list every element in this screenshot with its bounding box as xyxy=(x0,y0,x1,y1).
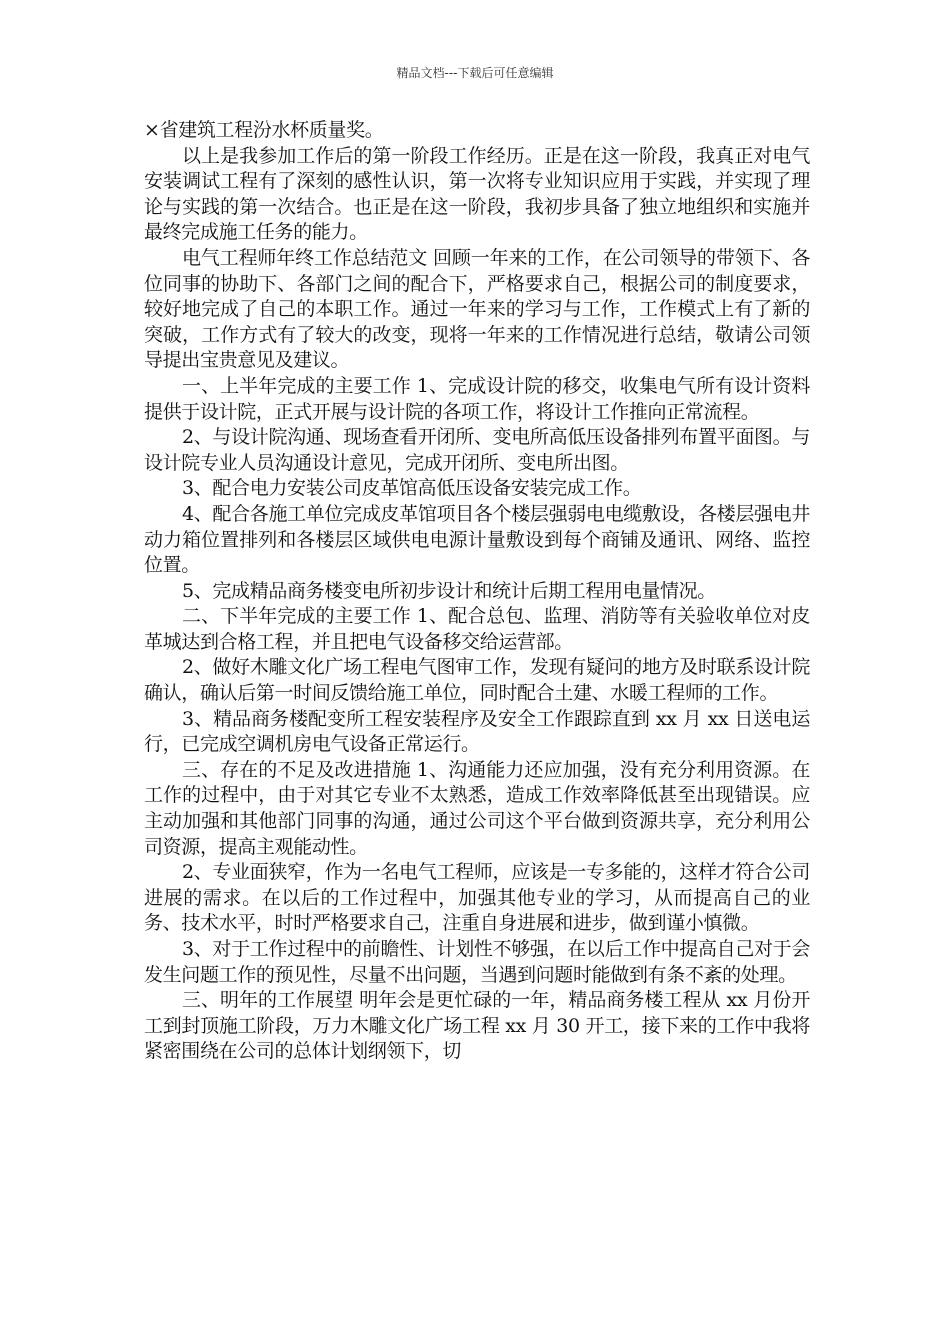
paragraph-9: 二、下半年完成的主要工作 1、配合总包、监理、消防等有关验收单位对皮革城达到合格工程，并且把电气设备移交给运营部。 xyxy=(144,605,810,653)
paragraph-2: 以上是我参加工作后的第一阶段工作经历。正是在这一阶段，我真正对电气安装调试工程有了深刻的感性认识，第一次将专业知识应用于实践，并实现了理论与实践的第一次结合。也正是在这一阶段，我初步具备了独立地组织和实施并最终完成施工任务的能力。 xyxy=(144,144,810,244)
paragraph-7: 4、配合各施工单位完成皮革馆项目各个楼层强弱电电缆敷设，各楼层强电井动力箱位置排列和各楼层区域供电电源计量敷设到每个商铺及通讯、网络、监控位置。 xyxy=(144,502,810,577)
paragraph-11: 3、精品商务楼配变所工程安装程序及安全工作跟踪直到 xx 月 xx 日送电运行，已完成空调机房电气设备正常运行。 xyxy=(144,707,810,756)
paragraph-12: 三、存在的不足及改进措施 1、沟通能力还应加强，没有充分利用资源。在工作的过程中，由于对其它专业不太熟悉，造成工作效率降低甚至出现错误。应主动加强和其他部门同事的沟通，通过公司这个平台做到资源共享，充分利用公司资源，提高主观能动性。 xyxy=(144,758,810,858)
paragraph-1: ×省建筑工程汾水杯质量奖。 xyxy=(144,119,384,141)
paragraph-4: 一、上半年完成的主要工作 1、完成设计院的移交，收集电气所有设计资料提供于设计院，正式开展与设计院的各项工作，将设计工作推向正常流程。 xyxy=(144,374,810,423)
page-header: 精品文档---下载后可任意编辑 xyxy=(396,66,554,80)
paragraph-3: 电气工程师年终工作总结范文 回顾一年来的工作，在公司领导的带领下、各位同事的协助下、各部门之间的配合下，严格要求自己，根据公司的制度要求，较好地完成了自己的本职工作。通过一年来的学习与工作，工作模式上有了新的突破，工作方式有了较大的改变，现将一年来的工作情况进行总结，敬请公司领导提出宝贵意见及建议。 xyxy=(144,246,810,372)
paragraph-8: 5、完成精品商务楼变电所初步设计和统计后期工程用电量情况。 xyxy=(182,579,716,602)
paragraph-14: 3、对于工作过程中的前瞻性、计划性不够强，在以后工作中提高自己对于会发生问题工作的预见性，尽量不出问题，当遇到问题时能做到有条不紊的处理。 xyxy=(144,938,810,986)
paragraph-10: 2、做好木雕文化广场工程电气图审工作，发现有疑问的地方及时联系设计院确认，确认后第一时间反馈给施工单位，同时配合土建、水暖工程师的工作。 xyxy=(144,656,810,705)
document-body xyxy=(144,118,810,1065)
paragraph-6: 3、配合电力安装公司皮革馆高低压设备安装完成工作。 xyxy=(182,477,642,500)
paragraph-15: 三、明年的工作展望 明年会是更忙碌的一年，精品商务楼工程从 xx 月份开工到封顶施工阶段，万力木雕文化广场工程 xx 月 30 开工，接下来的工作中我将紧密围绕在公司的总体计划纲领下，切 xyxy=(144,989,810,1063)
paragraph-13: 2、专业面狭窄，作为一名电气工程师，应该是一专多能的，这样才符合公司进展的需求。在以后的工作过程中，加强其他专业的学习，从而提高自己的业务、技术水平，时时严格要求自己，注重自身进展和进步，做到谨小慎微。 xyxy=(144,861,810,935)
paragraph-5: 2、与设计院沟通、现场查看开闭所、变电所高低压设备排列布置平面图。与设计院专业人员沟通设计意见，完成开闭所、变电所出图。 xyxy=(144,426,810,474)
